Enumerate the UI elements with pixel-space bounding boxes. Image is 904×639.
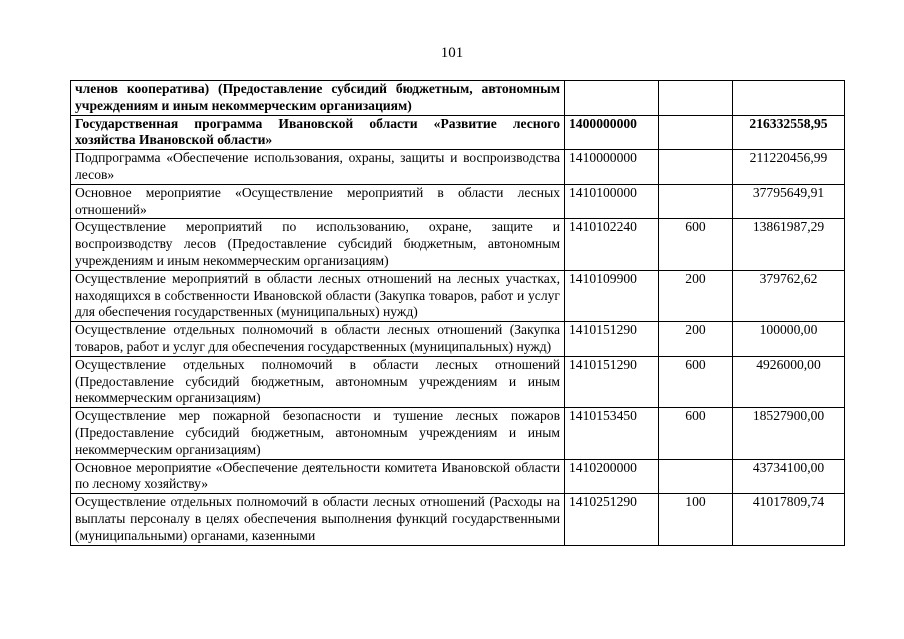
table-row [71, 270, 845, 321]
row-name-cell: Осуществление отдельных полномочий в области лесных отношений (Предоставление субсидий бюджетным, автономным учреждениям и иным некоммерческим организациям) [71, 356, 565, 407]
row-sum-cell: 379762,62 [733, 270, 845, 321]
row-code-cell: 1400000000 [565, 115, 659, 150]
table-row [71, 356, 845, 407]
table-row [71, 81, 845, 116]
row-type-cell [659, 81, 733, 116]
row-name-cell: Подпрограмма «Обеспечение использования, охраны, защиты и воспроизводства лесов» [71, 150, 565, 185]
row-type-cell: 600 [659, 356, 733, 407]
table-row [71, 150, 845, 185]
row-name-cell: Осуществление мер пожарной безопасности и тушение лесных пожаров (Предоставление субсидий бюджетным, автономным учреждениям и иным некоммерческим организациям) [71, 408, 565, 459]
table-row [71, 322, 845, 357]
row-type-cell [659, 459, 733, 494]
row-type-cell [659, 184, 733, 219]
row-type-cell: 600 [659, 408, 733, 459]
row-code-cell: 1410151290 [565, 322, 659, 357]
row-name-cell: Основное мероприятие «Осуществление мероприятий в области лесных отношений» [71, 184, 565, 219]
row-name-cell: Основное мероприятие «Обеспечение деятельности комитета Ивановской области по лесному хозяйству» [71, 459, 565, 494]
row-code-cell: 1410251290 [565, 494, 659, 545]
row-type-cell: 100 [659, 494, 733, 545]
row-name-cell: Осуществление отдельных полномочий в области лесных отношений (Закупка товаров, работ и услуг для обеспечения государственных (муниципальных) нужд) [71, 322, 565, 357]
row-sum-cell: 13861987,29 [733, 219, 845, 270]
row-code-cell: 1410100000 [565, 184, 659, 219]
row-sum-cell: 216332558,95 [733, 115, 845, 150]
row-code-cell: 1410102240 [565, 219, 659, 270]
row-type-cell: 200 [659, 322, 733, 357]
row-name-cell: Осуществление отдельных полномочий в области лесных отношений (Расходы на выплаты персоналу в целях обеспечения выполнения функций государственными (муниципальными) органами, казенными [71, 494, 565, 545]
table-row [71, 219, 845, 270]
row-sum-cell: 100000,00 [733, 322, 845, 357]
row-sum-cell: 4926000,00 [733, 356, 845, 407]
row-code-cell: 1410151290 [565, 356, 659, 407]
row-code-cell: 1410153450 [565, 408, 659, 459]
row-code-cell: 1410200000 [565, 459, 659, 494]
budget-table [70, 80, 845, 546]
table-row [71, 408, 845, 459]
budget-table-body [71, 81, 845, 546]
row-code-cell: 1410109900 [565, 270, 659, 321]
row-code-cell [565, 81, 659, 116]
row-name-cell: Осуществление мероприятий по использованию, охране, защите и воспроизводству лесов (Предоставление субсидий бюджетным, автономным учреждениям и иным некоммерческим организациям) [71, 219, 565, 270]
table-row [71, 115, 845, 150]
row-sum-cell: 41017809,74 [733, 494, 845, 545]
row-code-cell: 1410000000 [565, 150, 659, 185]
row-name-cell: Осуществление мероприятий в области лесных отношений на лесных участках, находящихся в собственности Ивановской области (Закупка товаров, работ и услуг для обеспечения государственных (муниципальных) нужд) [71, 270, 565, 321]
table-row [71, 494, 845, 545]
row-type-cell [659, 115, 733, 150]
row-sum-cell [733, 81, 845, 116]
table-row [71, 459, 845, 494]
row-type-cell [659, 150, 733, 185]
row-name-cell: членов кооператива) (Предоставление субсидий бюджетным, автономным учреждениям и иным некоммерческим организациям) [71, 81, 565, 116]
row-type-cell: 600 [659, 219, 733, 270]
row-sum-cell: 18527900,00 [733, 408, 845, 459]
row-sum-cell: 211220456,99 [733, 150, 845, 185]
row-sum-cell: 37795649,91 [733, 184, 845, 219]
row-type-cell: 200 [659, 270, 733, 321]
row-name-cell: Государственная программа Ивановской области «Развитие лесного хозяйства Ивановской области» [71, 115, 565, 150]
table-row [71, 184, 845, 219]
page-number: 101 [440, 45, 464, 61]
row-sum-cell: 43734100,00 [733, 459, 845, 494]
